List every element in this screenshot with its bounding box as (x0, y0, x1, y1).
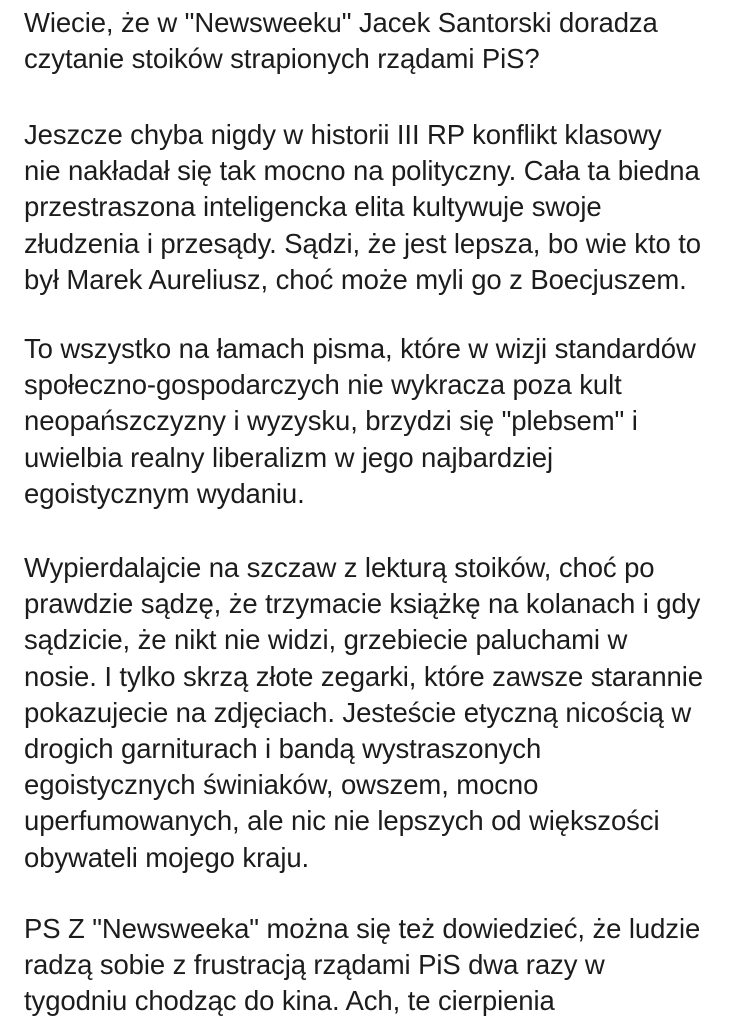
text-line: był Marek Aureliusz, choć może myli go z Boecjuszem. (24, 263, 687, 295)
text-line: Wypierdalajcie na szczaw z lekturą stoików, choć po (24, 552, 655, 583)
text-line: radzą sobie z frustracją rządami PiS dwa razy w (24, 949, 605, 981)
paragraph (24, 550, 703, 876)
text-line: PS Z "Newsweeka" można się też dowiedzieć, że ludzie (24, 913, 701, 944)
text-line: pokazujecie na zdjęciach. Jesteście etyczną nicością w (24, 696, 692, 728)
paragraph (24, 117, 701, 298)
text-line: społeczno-gospodarczych nie wykracza poza kult (24, 369, 622, 401)
text-line: sądzicie, że nikt nie widzi, grzebiecie paluchami w (24, 624, 628, 656)
text-line: drogich garniturach i bandą wystraszonych (24, 732, 542, 764)
text-line: neopańszczyzny i wyzysku, brzydzi się "plebsem" i (24, 405, 638, 437)
text-line: Wiecie, że w "Newsweeku" Jacek Santorski doradza (24, 7, 658, 38)
text-line: prawdzie sądzę, że trzymacie książkę na kolanach i gdy (24, 588, 701, 620)
paragraph (24, 911, 700, 1020)
text-line: czytanie stoików strapionych rządami PiS? (24, 43, 540, 75)
text-line: uperfumowanych, ale nic nie lepszych od większości (24, 805, 660, 837)
text-line: tygodniu chodząc do kina. Ach, te cierpienia (24, 985, 555, 1017)
text-line: Jeszcze chyba nigdy w historii III RP konflikt klasowy (24, 119, 662, 150)
text-line: obywateli mojego kraju. (24, 841, 310, 873)
paragraph (24, 331, 696, 512)
text-line: uwielbia realny liberalizm w jego najbardziej (24, 441, 553, 473)
text-line: nie nakładał się tak mocno na polityczny. Cała ta biedna (24, 155, 700, 187)
text-line: nosie. I tylko skrzą złote zegarki, które zawsze starannie (24, 660, 703, 692)
text-line: złudzenia i przesądy. Sądzi, że jest lepsza, bo wie kto to (24, 227, 701, 259)
text-line: przestraszona inteligencka elita kultywuje swoje (24, 191, 602, 223)
paragraph (24, 5, 658, 77)
text-line: egoistycznym wydaniu. (24, 477, 305, 509)
text-line: To wszystko na łamach pisma, które w wizji standardów (24, 333, 696, 364)
text-line: egoistycznych świniaków, owszem, mocno (24, 769, 539, 801)
